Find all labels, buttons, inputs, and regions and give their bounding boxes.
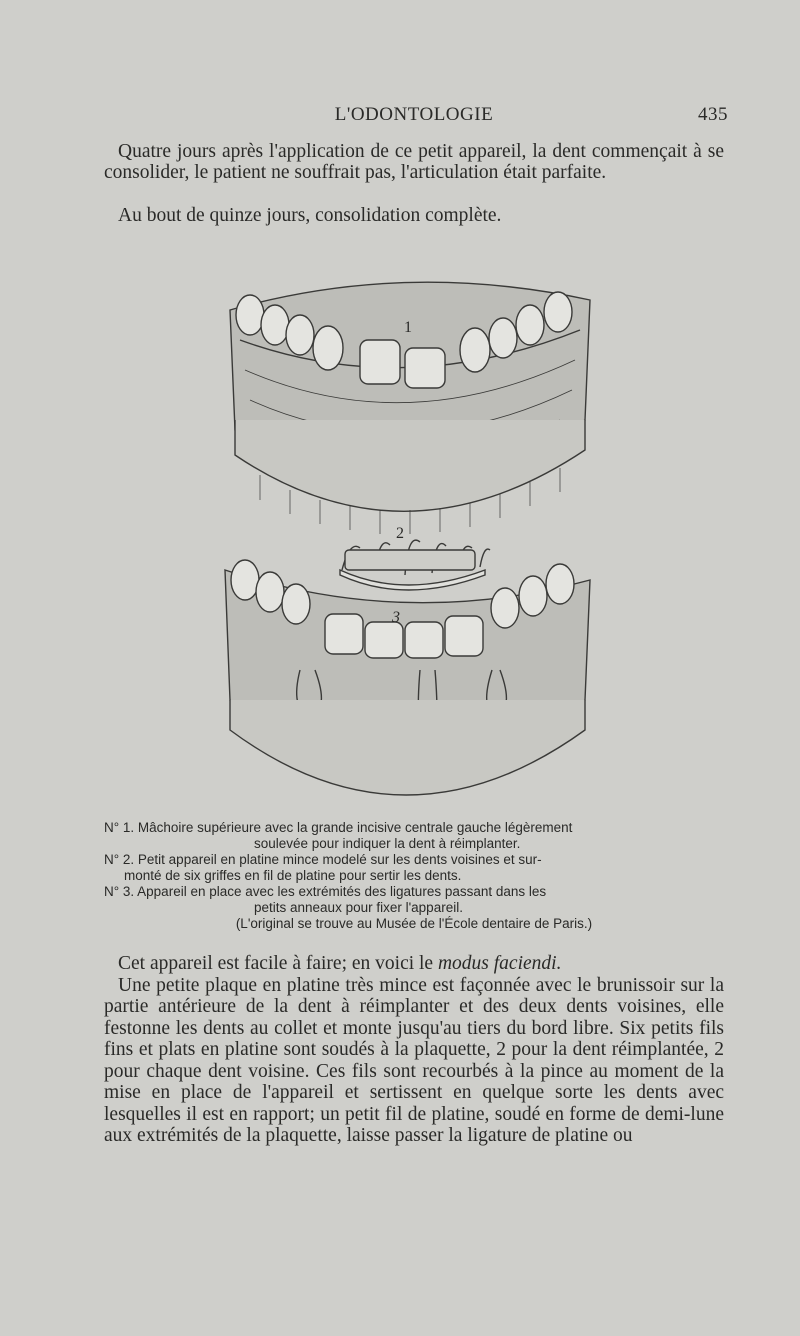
caption-item-2-cont: monté de six griffes en fil de platine pour sertir les dents.: [124, 868, 462, 883]
caption-item-3: N° 3. Appareil en place avec les extrémités des ligatures passant dans les: [104, 884, 547, 899]
caption-item-3-cont: petits anneaux pour fixer l'appareil.: [254, 900, 463, 915]
journal-title: L'ODONTOLOGIE: [334, 104, 494, 125]
page-number: 435: [698, 104, 728, 125]
paragraph-fifteen-days: Au bout de quinze jours, consolidation complète.: [118, 205, 502, 226]
paragraph-description: Une petite plaque en platine très mince est façonnée avec le brunissoir sur la partie antérieure de la dent à réimplanter et des deux dents voisines, elle festonne les dents au collet et monte jusqu'au tiers du bord libre. Six petits fils fins et plats en platine sont soudés à la plaquette, 2 pour la dent réimplantée, 2 pour chaque dent voisine. Ces fils sont recourbés à la pince au moment de la mise en place de l'appareil et sertissent en quelque sorte les dents avec lesquelles il est en rapport; un petit fil de platine, soudé en forme de demi-lune aux extrémités de la plaquette, laisse passer la ligature de platine ou: [104, 974, 724, 1146]
lead-text: Cet appareil est facile à faire; en voici le: [118, 953, 438, 974]
caption-source-note: (L'original se trouve au Musée de l'École dentaire de Paris.): [235, 916, 593, 931]
figure-caption: [104, 820, 724, 932]
caption-item-1: N° 1. Mâchoire supérieure avec la grande incisive centrale gauche légèrement: [104, 820, 573, 835]
lower-jaw-cast: [225, 560, 590, 795]
running-header: [100, 104, 728, 134]
paragraph-modus-faciendi: [104, 953, 724, 975]
figure-label-2: 2: [396, 525, 404, 542]
platinum-appliance: [340, 540, 490, 590]
caption-item-2: N° 2. Petit appareil en platine mince modelé sur les dents voisines et sur-: [104, 852, 542, 867]
figure-label-3: 3: [392, 609, 400, 626]
paragraph-consolidation: Quatre jours après l'application de ce petit appareil, la dent commençait à se consolider, le patient ne souffrait pas, l'articulation était parfaite.: [104, 141, 724, 183]
body-text: [104, 953, 724, 1147]
figure-label-1: 1: [404, 319, 412, 336]
dental-figure-illustration: [200, 270, 610, 810]
caption-item-1-cont: soulevée pour indiquer la dent à réimplanter.: [254, 836, 521, 851]
lead-italic: modus faciendi.: [437, 953, 562, 974]
